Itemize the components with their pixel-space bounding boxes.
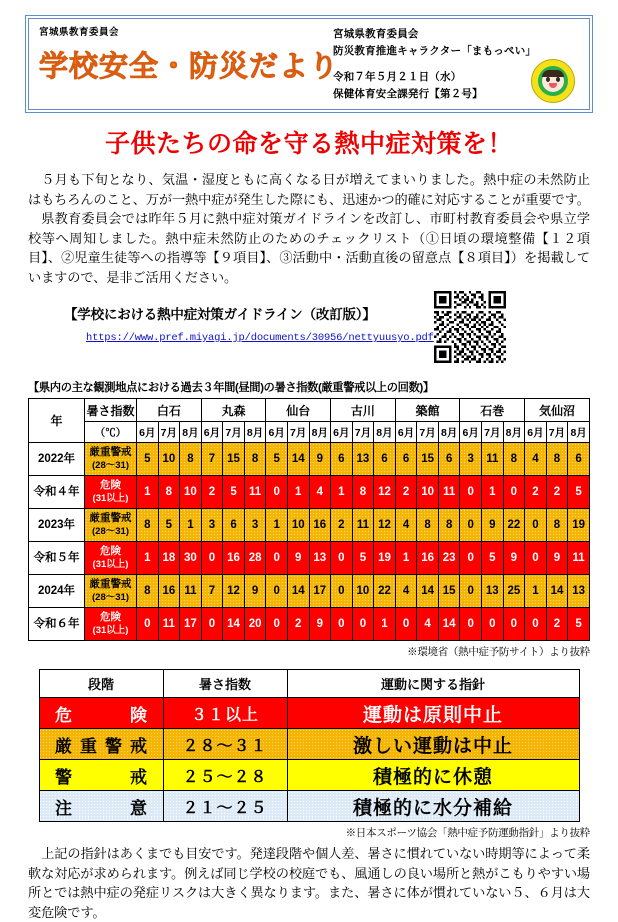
cell-danger-2-7: 2 — [287, 608, 309, 641]
cell-strict-1-12: 4 — [395, 509, 417, 542]
guide-table-source: ※日本スポーツ協会「熱中症予防運動指針」より抜粋 — [345, 828, 590, 839]
row-year-japanese-2: 令和６年 — [29, 608, 85, 641]
cell-danger-1-14: 23 — [438, 542, 460, 575]
cell-danger-1-13: 16 — [417, 542, 439, 575]
cell-danger-2-19: 2 — [546, 608, 568, 641]
newsletter-title: 学校安全・防災だより — [39, 44, 321, 85]
table-header-row-months — [29, 422, 590, 443]
cell-strict-1-16: 9 — [482, 509, 504, 542]
cell-strict-0-19: 8 — [546, 443, 568, 476]
cell-strict-2-14: 15 — [438, 575, 460, 608]
header-month-1-0: 6月 — [201, 422, 223, 443]
guide-wbgt-1: ２８〜３１ — [163, 729, 287, 760]
guide-row — [39, 698, 579, 729]
cell-danger-2-16: 0 — [482, 608, 504, 641]
guide-header-stage: 段階 — [39, 670, 163, 698]
mascot-mouth — [549, 83, 557, 88]
cell-strict-0-12: 6 — [395, 443, 417, 476]
cell-danger-1-16: 5 — [482, 542, 504, 575]
row-level-strict-1: 厳重警戒 (28〜31) — [85, 509, 137, 542]
guideline-title: 【学校における熱中症対策ガイドライン（改訂版）】 — [64, 307, 376, 322]
heat-index-table — [28, 398, 590, 641]
cell-danger-2-14: 14 — [438, 608, 460, 641]
mascot-icon — [531, 59, 575, 103]
row-level-danger-1: 危険 (31以上) — [85, 542, 137, 575]
cell-strict-0-11: 6 — [374, 443, 396, 476]
row-year-western-0: 2022年 — [29, 443, 85, 476]
cell-danger-0-8: 4 — [309, 476, 331, 509]
cell-strict-0-5: 8 — [244, 443, 266, 476]
issuer-line: 保健体育安全課発行【第２号】 — [333, 87, 483, 100]
cell-strict-0-8: 9 — [309, 443, 331, 476]
cell-danger-0-17: 0 — [503, 476, 525, 509]
cell-danger-1-17: 9 — [503, 542, 525, 575]
cell-danger-2-3: 0 — [201, 608, 223, 641]
header-heat-index: 暑さ指数 — [85, 399, 137, 422]
cell-strict-0-20: 6 — [568, 443, 590, 476]
cell-danger-0-1: 8 — [158, 476, 180, 509]
cell-danger-2-17: 0 — [503, 608, 525, 641]
header-right — [321, 19, 589, 109]
guide-note-2: 積極的に休憩 — [287, 760, 579, 791]
cell-strict-1-7: 10 — [287, 509, 309, 542]
cell-strict-0-16: 11 — [482, 443, 504, 476]
cell-danger-0-13: 10 — [417, 476, 439, 509]
cell-danger-0-20: 5 — [568, 476, 590, 509]
guide-header-note: 運動に関する指針 — [287, 670, 579, 698]
cell-strict-2-17: 25 — [503, 575, 525, 608]
header-month-4-0: 6月 — [395, 422, 417, 443]
cell-strict-1-11: 12 — [374, 509, 396, 542]
guide-stage-1: 厳重警戒 — [39, 729, 163, 760]
table-row — [29, 542, 590, 575]
cell-strict-1-6: 1 — [266, 509, 288, 542]
cell-danger-0-9: 1 — [331, 476, 353, 509]
guide-row — [39, 729, 579, 760]
cell-danger-2-2: 17 — [180, 608, 202, 641]
cell-strict-2-18: 1 — [525, 575, 547, 608]
cell-strict-2-9: 0 — [331, 575, 353, 608]
cell-strict-1-1: 5 — [158, 509, 180, 542]
cell-danger-1-20: 11 — [568, 542, 590, 575]
cell-strict-1-14: 8 — [438, 509, 460, 542]
header-month-6-2: 8月 — [568, 422, 590, 443]
cell-strict-0-6: 5 — [266, 443, 288, 476]
guide-note-0: 運動は原則中止 — [287, 698, 579, 729]
cell-danger-0-4: 5 — [223, 476, 245, 509]
cell-strict-0-7: 14 — [287, 443, 309, 476]
guide-stage-0: 危 険 — [39, 698, 163, 729]
cell-strict-1-4: 6 — [223, 509, 245, 542]
cell-strict-0-3: 7 — [201, 443, 223, 476]
row-year-western-1: 2023年 — [29, 509, 85, 542]
issuing-organization: 宮城県教育委員会 — [39, 27, 120, 38]
cell-strict-1-20: 19 — [568, 509, 590, 542]
cell-danger-1-5: 28 — [244, 542, 266, 575]
cell-danger-0-2: 10 — [180, 476, 202, 509]
footer-note — [28, 844, 590, 922]
guide-wbgt-2: ２５〜２８ — [163, 760, 287, 791]
cell-danger-2-1: 11 — [158, 608, 180, 641]
row-level-strict-0: 厳重警戒 (28〜31) — [85, 443, 137, 476]
cell-danger-1-15: 0 — [460, 542, 482, 575]
row-year-japanese-1: 令和５年 — [29, 542, 85, 575]
cell-danger-1-9: 0 — [331, 542, 353, 575]
header-unit: （℃） — [85, 422, 137, 443]
cell-strict-1-18: 0 — [525, 509, 547, 542]
cell-danger-2-0: 0 — [137, 608, 159, 641]
header-org: 宮城県教育委員会 — [333, 28, 419, 40]
cell-danger-2-12: 0 — [395, 608, 417, 641]
header-location-3: 古川 — [331, 399, 396, 422]
table-row — [29, 575, 590, 608]
qr-code-icon — [434, 291, 506, 363]
cell-danger-0-6: 0 — [266, 476, 288, 509]
guide-wbgt-3: ２１〜２５ — [163, 791, 287, 822]
cell-danger-1-7: 9 — [287, 542, 309, 575]
cell-danger-2-13: 4 — [417, 608, 439, 641]
cell-danger-0-18: 2 — [525, 476, 547, 509]
header-month-0-2: 8月 — [180, 422, 202, 443]
cell-danger-2-9: 0 — [331, 608, 353, 641]
header-month-4-2: 8月 — [438, 422, 460, 443]
cell-danger-0-19: 2 — [546, 476, 568, 509]
cell-strict-0-2: 8 — [180, 443, 202, 476]
header-month-5-2: 8月 — [503, 422, 525, 443]
cell-danger-0-0: 1 — [137, 476, 159, 509]
cell-strict-2-8: 17 — [309, 575, 331, 608]
row-level-danger-2: 危険 (31以上) — [85, 608, 137, 641]
cell-danger-2-20: 5 — [568, 608, 590, 641]
row-year-japanese-0: 令和４年 — [29, 476, 85, 509]
guide-wbgt-0: ３１以上 — [163, 698, 287, 729]
mascot-inner-ring — [538, 66, 568, 96]
cell-strict-2-7: 14 — [287, 575, 309, 608]
cell-strict-2-19: 14 — [546, 575, 568, 608]
cell-strict-2-4: 12 — [223, 575, 245, 608]
header-left — [29, 19, 340, 109]
header-month-3-0: 6月 — [331, 422, 353, 443]
cell-danger-2-4: 14 — [223, 608, 245, 641]
header-year: 年 — [29, 399, 85, 443]
guide-stage-3: 注 意 — [39, 791, 163, 822]
table-header-row-locations — [29, 399, 590, 422]
guide-note-1: 激しい運動は中止 — [287, 729, 579, 760]
cell-strict-2-12: 4 — [395, 575, 417, 608]
table-row — [29, 509, 590, 542]
header-month-3-2: 8月 — [374, 422, 396, 443]
cell-danger-2-15: 0 — [460, 608, 482, 641]
guideline-link-section — [28, 303, 590, 375]
mascot-hair — [542, 70, 564, 77]
header-month-3-1: 7月 — [352, 422, 374, 443]
header-location-6: 気仙沼 — [525, 399, 590, 422]
cell-danger-0-12: 2 — [395, 476, 417, 509]
cell-danger-1-4: 16 — [223, 542, 245, 575]
cell-strict-1-10: 11 — [352, 509, 374, 542]
table-row — [29, 476, 590, 509]
cell-strict-2-16: 13 — [482, 575, 504, 608]
mascot-face — [542, 70, 564, 92]
cell-strict-0-15: 3 — [460, 443, 482, 476]
cell-strict-0-13: 15 — [417, 443, 439, 476]
cell-strict-2-20: 13 — [568, 575, 590, 608]
guide-stage-2: 警 戒 — [39, 760, 163, 791]
header-month-0-1: 7月 — [158, 422, 180, 443]
footer-paragraph: 上記の指針はあくまでも目安です。発達段階や個人差、暑さに慣れていない時期等によって柔軟な対応が求められます。例えば同じ学校の校庭でも、風通しの良い場所と熱がこもりやすい場所とでは熱中症の発症リスクは大きく異なります。また、暑さに体が慣れていない５、６月は大変危険です。 — [28, 846, 590, 920]
header-month-6-0: 6月 — [525, 422, 547, 443]
cell-strict-2-5: 9 — [244, 575, 266, 608]
cell-danger-1-8: 13 — [309, 542, 331, 575]
cell-danger-1-0: 1 — [137, 542, 159, 575]
table-row — [29, 608, 590, 641]
header-month-2-1: 7月 — [287, 422, 309, 443]
guide-header-wbgt: 暑さ指数 — [163, 670, 287, 698]
header-banner — [28, 18, 590, 110]
header-location-5: 石巻 — [460, 399, 525, 422]
cell-strict-1-0: 8 — [137, 509, 159, 542]
cell-danger-0-14: 11 — [438, 476, 460, 509]
header-month-2-0: 6月 — [266, 422, 288, 443]
header-location-4: 築館 — [395, 399, 460, 422]
heat-table-caption: 【県内の主な観測地点における過去３年間(昼間)の暑さ指数(厳重警戒以上の回数)】 — [28, 382, 434, 394]
cell-danger-1-1: 18 — [158, 542, 180, 575]
cell-strict-2-15: 0 — [460, 575, 482, 608]
intro-paragraph-2: 県教育委員会では昨年５月に熱中症対策ガイドラインを改訂し、市町村教育委員会や県立学校等へ周知しました。熱中症未然防止のためのチェックリスト（①日頃の環境整備【１２項目】、②児童生徒等への指導等【９項目】、③活動中・活動直後の留意点【８項目】）を掲載していますので、是非ご活用ください。 — [28, 211, 590, 285]
cell-strict-1-19: 8 — [546, 509, 568, 542]
cell-danger-1-6: 0 — [266, 542, 288, 575]
page-title: 子供たちの命を守る熱中症対策を！ — [104, 130, 513, 158]
cell-strict-0-4: 15 — [223, 443, 245, 476]
guideline-url-link[interactable]: https://www.pref.miyagi.jp/documents/30956/nettyuusyo.pdf — [86, 332, 434, 344]
cell-strict-0-0: 5 — [137, 443, 159, 476]
header-location-1: 丸森 — [201, 399, 266, 422]
cell-strict-0-9: 6 — [331, 443, 353, 476]
header-month-1-2: 8月 — [244, 422, 266, 443]
header-month-0-0: 6月 — [137, 422, 159, 443]
cell-strict-0-10: 13 — [352, 443, 374, 476]
intro-paragraph-1: ５月も下旬となり、気温・湿度ともに高くなる日が増えてまいりました。熱中症の未然防止はもちろんのこと、万が一熱中症が発生した際にも、迅速かつ的確に対応することが重要です。 — [28, 172, 590, 207]
cell-strict-1-3: 3 — [201, 509, 223, 542]
mascot-caption: 防災教育推進キャラクター「まもっぺい」 — [333, 44, 537, 57]
cell-strict-2-2: 11 — [180, 575, 202, 608]
cell-strict-1-17: 22 — [503, 509, 525, 542]
cell-danger-1-2: 30 — [180, 542, 202, 575]
cell-strict-1-5: 3 — [244, 509, 266, 542]
cell-danger-2-6: 0 — [266, 608, 288, 641]
row-level-danger-0: 危険 (31以上) — [85, 476, 137, 509]
header-month-2-2: 8月 — [309, 422, 331, 443]
cell-danger-0-15: 0 — [460, 476, 482, 509]
cell-danger-1-3: 0 — [201, 542, 223, 575]
cell-strict-0-18: 4 — [525, 443, 547, 476]
cell-danger-0-11: 12 — [374, 476, 396, 509]
cell-strict-1-13: 8 — [417, 509, 439, 542]
cell-danger-0-16: 1 — [482, 476, 504, 509]
header-month-5-1: 7月 — [482, 422, 504, 443]
cell-strict-2-1: 16 — [158, 575, 180, 608]
cell-strict-2-6: 0 — [266, 575, 288, 608]
cell-danger-1-18: 0 — [525, 542, 547, 575]
cell-danger-1-11: 19 — [374, 542, 396, 575]
cell-danger-0-3: 2 — [201, 476, 223, 509]
cell-strict-1-15: 0 — [460, 509, 482, 542]
guide-header-row — [39, 670, 579, 698]
row-level-strict-2: 厳重警戒 (28〜31) — [85, 575, 137, 608]
cell-danger-2-8: 9 — [309, 608, 331, 641]
cell-strict-2-3: 7 — [201, 575, 223, 608]
row-year-western-2: 2024年 — [29, 575, 85, 608]
header-month-1-1: 7月 — [223, 422, 245, 443]
cell-strict-0-17: 8 — [503, 443, 525, 476]
cell-danger-2-10: 0 — [352, 608, 374, 641]
cell-danger-1-10: 5 — [352, 542, 374, 575]
intro-paragraphs — [28, 170, 590, 287]
cell-strict-1-8: 16 — [309, 509, 331, 542]
header-location-0: 白石 — [137, 399, 202, 422]
cell-strict-2-13: 14 — [417, 575, 439, 608]
cell-strict-0-14: 6 — [438, 443, 460, 476]
header-month-5-0: 6月 — [460, 422, 482, 443]
cell-danger-0-7: 1 — [287, 476, 309, 509]
cell-danger-0-10: 8 — [352, 476, 374, 509]
cell-danger-0-5: 11 — [244, 476, 266, 509]
cell-strict-2-10: 10 — [352, 575, 374, 608]
header-month-6-1: 7月 — [546, 422, 568, 443]
cell-strict-1-2: 1 — [180, 509, 202, 542]
cell-danger-2-5: 20 — [244, 608, 266, 641]
cell-strict-0-1: 10 — [158, 443, 180, 476]
issue-date: 令和７年５月２１日（水） — [333, 71, 462, 83]
guide-row — [39, 760, 579, 791]
cell-danger-1-12: 1 — [395, 542, 417, 575]
cell-strict-1-9: 2 — [331, 509, 353, 542]
cell-danger-2-18: 0 — [525, 608, 547, 641]
cell-danger-2-11: 1 — [374, 608, 396, 641]
exercise-guideline-table — [39, 669, 580, 822]
cell-strict-2-11: 22 — [374, 575, 396, 608]
table-row — [29, 443, 590, 476]
header-location-2: 仙台 — [266, 399, 331, 422]
heat-table-source: ※環境省（熱中症予防サイト）より抜粋 — [407, 647, 590, 658]
cell-danger-1-19: 9 — [546, 542, 568, 575]
header-month-4-1: 7月 — [417, 422, 439, 443]
guide-row — [39, 791, 579, 822]
newsletter-page — [0, 18, 618, 920]
cell-strict-2-0: 8 — [137, 575, 159, 608]
guide-note-3: 積極的に水分補給 — [287, 791, 579, 822]
